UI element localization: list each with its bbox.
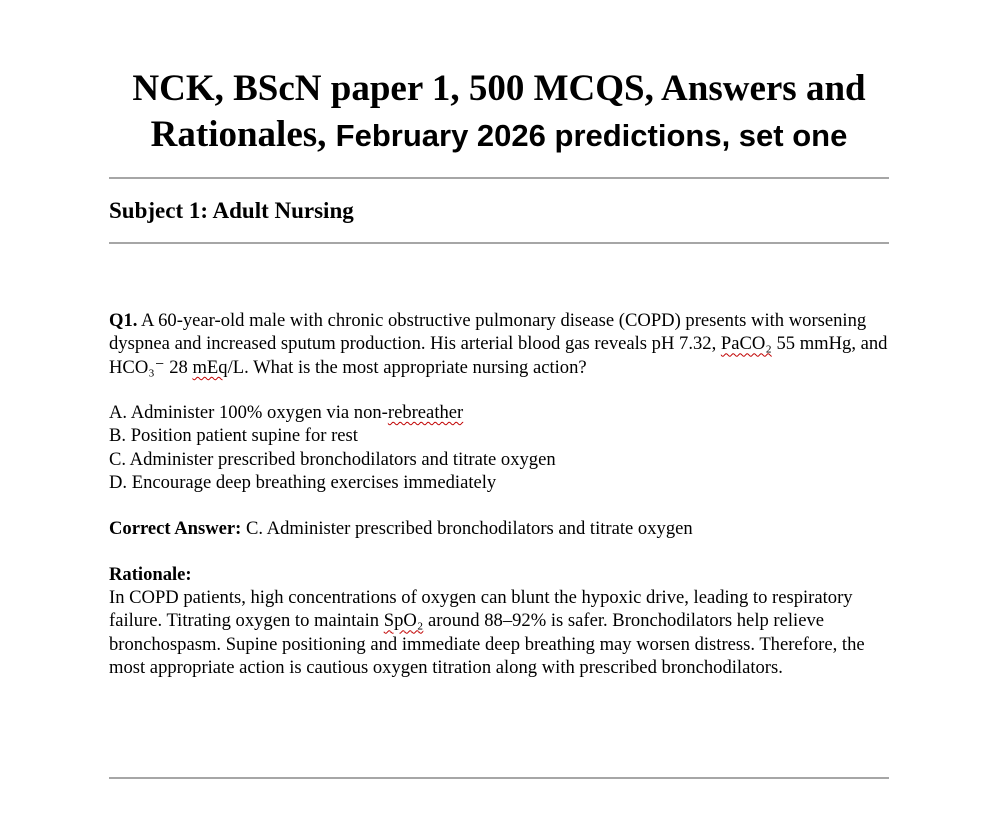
rationale-part-2: around 88–92% is safer. Bronchodilators help relieve bronchospasm. Supine positioning and immediate deep breathing may worsen distress. Therefore, the most appropriate action is cautious oxygen titration along with prescribed bronchodilators. — [109, 610, 865, 679]
answer-options — [109, 401, 889, 495]
option-b: B. Position patient supine for rest — [109, 425, 358, 447]
option-a-prefix: A. Administer 100% oxygen via non- — [109, 402, 388, 423]
option-c: C. Administer prescribed bronchodilators and titrate oxygen — [109, 448, 556, 470]
option-a — [109, 401, 889, 424]
rationale-text — [109, 586, 889, 680]
rationale-label: Rationale: — [109, 564, 192, 585]
option-d: D. Encourage deep breathing exercises immediately — [109, 472, 497, 494]
subject-heading: Subject 1: Adult Nursing — [109, 198, 354, 223]
title-serif-line-1: NCK, BScN paper 1, 500 MCQS, Answers and — [132, 68, 866, 109]
document-page — [109, 0, 889, 815]
question-stem-part-3: /L. What is the most appropriate nursing action? — [227, 356, 587, 378]
question-stem-part-2: 55 mmHg, and HCO₃⁻ 28 — [109, 333, 888, 378]
rationale-heading — [109, 563, 192, 586]
title-sans-part: February 2026 predictions, set one — [335, 118, 848, 153]
title-serif-line-2: Rationales, — [150, 114, 336, 155]
correct-answer-value: C. Administer prescribed bronchodilators and titrate oxygen — [241, 518, 693, 539]
spelling-flag-meq: mEq — [192, 356, 228, 378]
horizontal-rule-bottom — [109, 777, 889, 779]
horizontal-rule-top — [109, 177, 889, 179]
spelling-flag-paco2: PaCO₂ — [720, 333, 772, 355]
spelling-flag-spo2: SpO₂ — [383, 610, 424, 632]
document-title — [89, 66, 909, 159]
spelling-flag-rebreather: rebreather — [387, 402, 464, 423]
correct-answer-label: Correct Answer: — [109, 518, 242, 539]
rationale-part-1: In COPD patients, high concentrations of oxygen can blunt the hypoxic drive, leading to respiratory failure. Titrating oxygen to maintain — [109, 587, 853, 632]
question-number: Q1. — [109, 310, 138, 331]
question-stem-part-1: A 60-year-old male with chronic obstructive pulmonary disease (COPD) presents with worsening dyspnea and increased sputum production. His arterial blood gas reveals pH 7.32, — [109, 310, 867, 355]
correct-answer — [109, 517, 889, 540]
question-stem — [109, 309, 889, 379]
horizontal-rule-under-subject — [109, 242, 889, 244]
